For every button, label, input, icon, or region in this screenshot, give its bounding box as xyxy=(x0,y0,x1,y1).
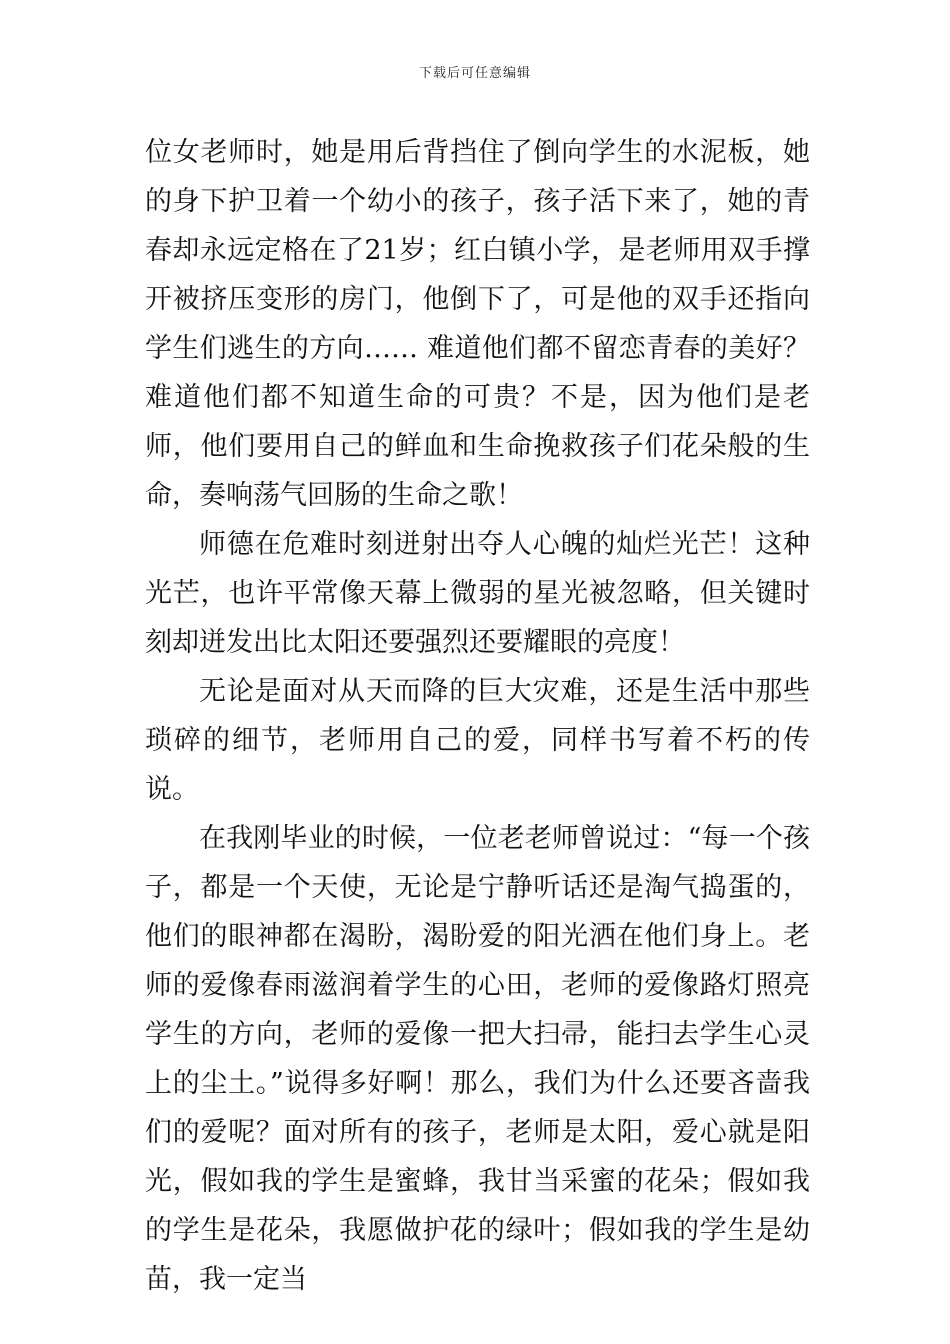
paragraph-1: 位女老师时，她是用后背挡住了倒向学生的水泥板，她的身下护卫着一个幼小的孩子，孩子活下来了，她的青春却永远定格在了21岁；红白镇小学，是老师用双手撑开被挤压变形的房门，他倒下了，可是他的双手还指向学生们逃生的方向…… 难道他们都不留恋青春的美好？难道他们都不知道生命的可贵？不是，因为他们是老师，他们要用自己的鲜血和生命挽救孩子们花朵般的生命，奏响荡气回肠的生命之歌！ xyxy=(145,137,810,511)
paragraph-4: 在我刚毕业的时候，一位老老师曾说过：“每一个孩子，都是一个天使，无论是宁静听话还是淘气捣蛋的，他们的眼神都在渴盼，渴盼爱的阳光洒在他们身上。老师的爱像春雨滋润着学生的心田，老师的爱像路灯照亮学生的方向，老师的爱像一把大扫帚，能扫去学生心灵上的尘土。”说得多好啊！那么，我们为什么还要吝啬我们的爱呢？面对所有的孩子，老师是太阳，爱心就是阳光，假如我的学生是蜜蜂，我甘当采蜜的花朵；假如我的学生是花朵，我愿做护花的绿叶；假如我的学生是幼苗，我一定当 xyxy=(145,823,810,1295)
document-body xyxy=(145,128,810,1304)
page-header: 下载后可任意编辑 xyxy=(418,66,531,81)
paragraph-3: 无论是面对从天而降的巨大灾难，还是生活中那些琐碎的细节，老师用自己的爱，同样书写着不朽的传说。 xyxy=(145,676,810,805)
paragraph-2: 师德在危难时刻迸射出夺人心魄的灿烂光芒！这种光芒，也许平常像天幕上微弱的星光被忽略，但关键时刻却迸发出比太阳还要强烈还要耀眼的亮度！ xyxy=(145,529,810,658)
